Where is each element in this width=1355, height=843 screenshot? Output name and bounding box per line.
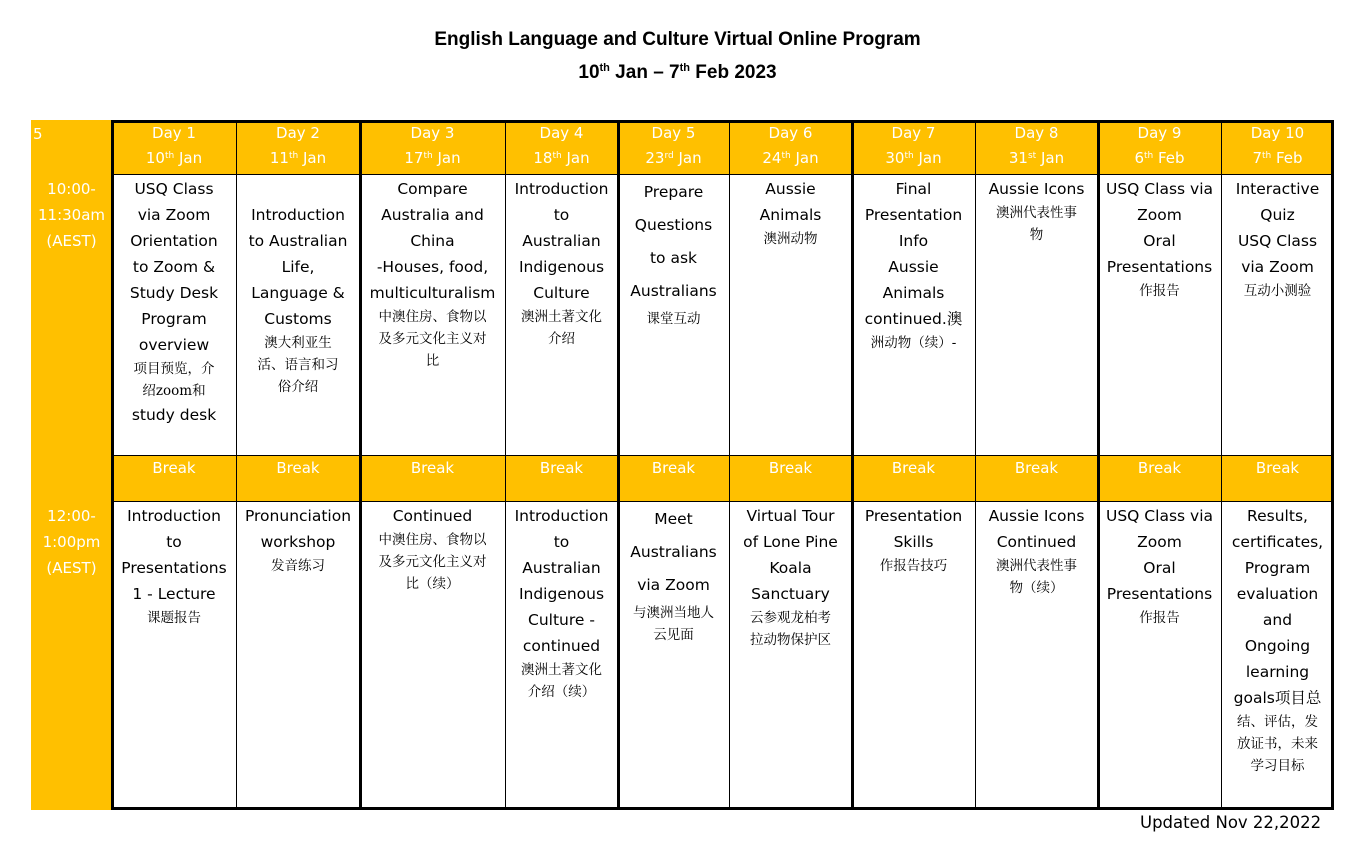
activity-line: to xyxy=(553,206,570,224)
day-label: Day 2 xyxy=(276,124,320,142)
date-suffix: st xyxy=(1027,151,1037,161)
activity-line: Final xyxy=(895,180,932,198)
activity-line-zh: 与澳洲当地人 xyxy=(633,605,714,621)
activity-line: Koala xyxy=(769,559,812,577)
date-month: Jan xyxy=(790,149,819,167)
activity-line: Introduction xyxy=(514,507,609,525)
activity-line-zh: 发音练习 xyxy=(271,558,325,574)
date-suffix: rd xyxy=(664,151,674,161)
activity-line-zh: 结、评估，发 xyxy=(1237,714,1318,730)
date-suffix: th xyxy=(781,151,791,161)
activity-line: Presentation xyxy=(864,507,963,525)
activity-line: Australians xyxy=(630,282,717,300)
date-suffix: th xyxy=(1143,151,1154,161)
day-label: Day 6 xyxy=(768,124,813,142)
day-header xyxy=(505,120,618,174)
activity-line: Info xyxy=(898,232,929,250)
activity-line: Australia and xyxy=(381,206,484,224)
activity-line: Aussie xyxy=(765,180,816,198)
activity-line: Continued xyxy=(996,533,1077,551)
date-month: Jan xyxy=(298,149,327,167)
break-cell xyxy=(1098,455,1221,501)
session1-activity xyxy=(975,174,1098,455)
column-divider xyxy=(1331,120,1334,810)
schedule-table xyxy=(31,120,1334,810)
activity-line: USQ Class xyxy=(134,180,214,198)
activity-line: to Zoom & xyxy=(132,258,216,276)
date-suffix: th xyxy=(1261,151,1272,161)
break-cell xyxy=(236,455,360,501)
activity-line: via Zoom xyxy=(637,576,710,594)
activity-line-zh: 作报告技巧 xyxy=(879,558,948,574)
activity-line: Aussie Icons xyxy=(988,180,1085,198)
time-column xyxy=(31,120,112,810)
activity-line: Presentations xyxy=(121,559,227,577)
activity-line: to xyxy=(553,533,570,551)
activity-line-zh: 云见面 xyxy=(653,627,694,643)
date-month: Jan xyxy=(432,149,461,167)
activity-line: Ongoing xyxy=(1244,637,1311,655)
break-label: Break xyxy=(410,459,455,477)
activity-line-zh: 拉动物保护区 xyxy=(750,632,831,648)
day-date xyxy=(729,146,852,171)
time-line: 11:30am xyxy=(37,206,106,224)
day-label: Day 5 xyxy=(651,124,696,142)
date-suffix: th xyxy=(288,151,299,161)
activity-line: Introduction xyxy=(127,507,221,525)
activity-line: Program xyxy=(141,310,207,328)
date-number: 23 xyxy=(645,149,665,167)
updated-note: Updated Nov 22,2022 xyxy=(1140,813,1322,832)
date-month: Jan xyxy=(673,149,702,167)
day-date xyxy=(360,146,505,171)
day-date xyxy=(1098,146,1221,171)
activity-line xyxy=(239,176,357,202)
session1-activity xyxy=(505,174,618,455)
activity-line: Animals xyxy=(882,284,945,302)
time-line: 12:00- xyxy=(47,507,96,525)
date-number: 17 xyxy=(404,149,424,167)
activity-line: Program xyxy=(1244,559,1311,577)
activity-line-zh: 澳洲动物 xyxy=(763,231,818,247)
session1-activity xyxy=(360,174,505,455)
activity-line: Culture xyxy=(533,284,590,302)
day-label: Day 8 xyxy=(1014,124,1059,142)
activity-line: of Lone Pine xyxy=(743,533,838,551)
activity-line: Compare xyxy=(397,180,468,198)
activity-line: Oral xyxy=(1143,559,1176,577)
session2-activity xyxy=(112,501,236,810)
day-header xyxy=(1221,120,1334,174)
time-line: (AEST) xyxy=(46,559,97,577)
activity-line: Presentations xyxy=(1106,585,1213,603)
activity-line: Zoom xyxy=(1137,533,1182,551)
activity-line-zh: 澳洲代表性事 xyxy=(996,558,1077,574)
session2-activity xyxy=(1098,501,1221,810)
activity-line: Language & xyxy=(251,284,345,302)
activity-line: learning xyxy=(1245,663,1310,681)
column-divider xyxy=(236,120,237,810)
activity-line: Introduction xyxy=(514,180,609,198)
session2-activity xyxy=(236,501,360,810)
column-divider xyxy=(505,120,506,810)
session2-activity xyxy=(505,501,618,810)
day-date xyxy=(618,146,729,171)
column-divider xyxy=(975,120,976,810)
subtitle-middle: Jan – 7 xyxy=(609,62,680,83)
activity-line: Meet xyxy=(654,510,693,528)
day-date xyxy=(975,146,1098,171)
session2-activity xyxy=(729,501,852,810)
day-date xyxy=(236,146,360,171)
activity-line-zh: 作报告 xyxy=(1139,610,1180,626)
activity-line: Presentation xyxy=(864,206,963,224)
session1-activity xyxy=(1098,174,1221,455)
subtitle-start-day: 10 xyxy=(578,62,600,83)
column-divider xyxy=(359,120,362,810)
activity-line-zh: 比（续） xyxy=(405,576,460,592)
time-slot-1 xyxy=(31,174,112,254)
activity-line-zh: 学习目标 xyxy=(1250,758,1305,774)
session1-activity xyxy=(729,174,852,455)
activity-line: China xyxy=(410,232,455,250)
session1-activity xyxy=(852,174,975,455)
activity-line: Indigenous xyxy=(518,585,605,603)
activity-line-zh: 放证书，未来 xyxy=(1237,736,1318,752)
activity-line: to ask xyxy=(649,249,698,267)
activity-line-zh: 及多元文化主义对 xyxy=(378,554,487,570)
break-cell xyxy=(112,455,236,501)
activity-line: Pronunciation xyxy=(244,507,352,525)
break-label: Break xyxy=(1014,459,1059,477)
activity-line: USQ Class via xyxy=(1106,180,1213,198)
date-month: Jan xyxy=(174,149,203,167)
activity-line: 1 - Lecture xyxy=(132,585,216,603)
activity-line: Study Desk xyxy=(129,284,219,302)
time-slot-2 xyxy=(31,501,112,581)
column-divider xyxy=(1221,120,1222,810)
date-month: Jan xyxy=(1036,149,1065,167)
day-header xyxy=(360,120,505,174)
day-label: Day 10 xyxy=(1250,124,1305,142)
activity-line: Zoom xyxy=(1137,206,1182,224)
session2-activity xyxy=(360,501,505,810)
session2-activity xyxy=(618,501,729,810)
activity-line: Animals xyxy=(759,206,822,224)
activity-line: Oral xyxy=(1143,232,1176,250)
column-divider xyxy=(851,120,854,810)
activity-line-zh: 澳洲土著文化 xyxy=(521,309,602,325)
date-number: 6 xyxy=(1134,149,1144,167)
activity-line-zh: 课题报告 xyxy=(147,610,201,626)
activity-line: USQ Class xyxy=(1237,232,1318,250)
break-cell xyxy=(852,455,975,501)
activity-line: Culture - xyxy=(528,611,595,629)
activity-line-zh: 介绍 xyxy=(548,331,575,347)
subtitle-start-suffix: th xyxy=(599,62,610,74)
column-divider xyxy=(1097,120,1100,810)
activity-line-zh: 项目预览，介 xyxy=(133,361,215,377)
break-label: Break xyxy=(768,459,813,477)
date-number: 31 xyxy=(1008,149,1028,167)
session1-activity xyxy=(112,174,236,455)
date-month: Jan xyxy=(561,149,590,167)
day-label: Day 4 xyxy=(539,124,584,142)
corner-label: 5 xyxy=(33,125,43,143)
activity-line: Aussie xyxy=(888,258,939,276)
day-header xyxy=(729,120,852,174)
activity-line: Virtual Tour xyxy=(746,507,835,525)
activity-line-zh: 澳大利亚生 xyxy=(264,335,332,351)
day-date xyxy=(1221,146,1334,171)
activity-line: continued xyxy=(522,637,601,655)
session2-activity xyxy=(975,501,1098,810)
day-header xyxy=(975,120,1098,174)
break-label: Break xyxy=(1137,459,1182,477)
activity-line: Australians xyxy=(630,543,717,561)
break-cell xyxy=(975,455,1098,501)
date-month: Feb xyxy=(1271,149,1303,167)
break-label: Break xyxy=(891,459,936,477)
date-number: 7 xyxy=(1252,149,1262,167)
activity-line: Australian xyxy=(522,559,601,577)
day-header xyxy=(112,120,236,174)
activity-line: Sanctuary xyxy=(751,585,830,603)
activity-line: study desk xyxy=(131,406,217,424)
break-label: Break xyxy=(152,459,196,477)
column-divider xyxy=(729,120,730,810)
column-divider xyxy=(111,120,114,810)
day-date xyxy=(505,146,618,171)
activity-line-zh: 澳洲代表性事 xyxy=(996,205,1077,221)
activity-line: Aussie Icons xyxy=(988,507,1085,525)
break-cell xyxy=(505,455,618,501)
session1-activity xyxy=(1221,174,1334,455)
activity-line-zh: 俗介绍 xyxy=(277,379,319,395)
activity-line: workshop xyxy=(260,533,336,551)
day-date xyxy=(852,146,975,171)
day-date xyxy=(112,146,236,171)
activity-line: goals项目总 xyxy=(1233,689,1322,707)
session2-activity xyxy=(852,501,975,810)
subtitle-end-suffix: th xyxy=(679,62,691,74)
activity-line-zh: 物 xyxy=(1029,227,1044,243)
activity-line: via Zoom xyxy=(137,206,211,224)
activity-line-zh: 中澳住房、食物以 xyxy=(378,532,487,548)
break-label: Break xyxy=(1255,459,1300,477)
date-number: 30 xyxy=(885,149,905,167)
activity-line: continued.澳 xyxy=(864,310,963,328)
break-cell xyxy=(618,455,729,501)
day-header xyxy=(236,120,360,174)
break-label: Break xyxy=(651,459,696,477)
activity-line: Continued xyxy=(392,507,473,525)
activity-line: Customs xyxy=(264,310,332,328)
break-label: Break xyxy=(276,459,320,477)
row-divider xyxy=(112,807,1334,810)
activity-line-zh: 活、语言和习 xyxy=(257,357,339,373)
activity-line: USQ Class via xyxy=(1106,507,1213,525)
activity-line: to xyxy=(166,533,182,551)
activity-line-zh: 及多元文化主义对 xyxy=(378,331,487,347)
day-label: Day 3 xyxy=(410,124,455,142)
day-label: Day 9 xyxy=(1137,124,1182,142)
activity-line: multiculturalism xyxy=(369,284,496,302)
activity-line-zh: 澳洲土著文化 xyxy=(521,662,602,678)
activity-line-zh: 云参观龙柏考 xyxy=(750,610,831,626)
activity-line-zh: 洲动物（续）- xyxy=(870,335,957,351)
activity-line: Results, xyxy=(1247,507,1308,525)
date-suffix: th xyxy=(904,151,914,161)
activity-line: Interactive xyxy=(1235,180,1320,198)
break-cell xyxy=(360,455,505,501)
row-divider xyxy=(112,455,1334,456)
activity-line: Life, xyxy=(281,258,315,276)
activity-line-zh: 课堂互动 xyxy=(646,311,701,327)
date-suffix: th xyxy=(423,151,433,161)
session1-activity xyxy=(236,174,360,455)
time-line: 10:00- xyxy=(47,180,96,198)
date-month: Feb xyxy=(1153,149,1185,167)
activity-line: Skills xyxy=(893,533,934,551)
session2-activity xyxy=(1221,501,1334,810)
break-label: Break xyxy=(539,459,584,477)
activity-line: Indigenous xyxy=(518,258,605,276)
day-header xyxy=(618,120,729,174)
break-cell xyxy=(729,455,852,501)
date-number: 18 xyxy=(533,149,553,167)
activity-line: Australian xyxy=(522,232,601,250)
activity-line: and xyxy=(1262,611,1293,629)
session1-activity xyxy=(618,174,729,455)
day-header xyxy=(1098,120,1221,174)
page-title: English Language and Culture Virtual Online Program xyxy=(434,29,921,50)
activity-line-zh: 作报告 xyxy=(1139,283,1180,299)
date-suffix: th xyxy=(164,151,175,161)
activity-line-zh: 绍zoom和 xyxy=(142,383,206,399)
date-month: Jan xyxy=(913,149,942,167)
date-number: 24 xyxy=(762,149,782,167)
activity-line: Questions xyxy=(634,216,713,234)
activity-line: -Houses, food, xyxy=(376,258,489,276)
date-number: 11 xyxy=(269,149,289,167)
activity-line-zh: 物（续） xyxy=(1009,580,1064,596)
activity-line-zh: 比 xyxy=(425,353,440,369)
page-subtitle xyxy=(0,62,1355,84)
activity-line: evaluation xyxy=(1236,585,1319,603)
activity-line: certificates, xyxy=(1231,533,1324,551)
break-cell xyxy=(1221,455,1334,501)
column-divider xyxy=(617,120,620,810)
activity-line: Presentations xyxy=(1106,258,1213,276)
activity-line: to Australian xyxy=(248,232,348,250)
row-divider xyxy=(112,501,1334,502)
row-divider xyxy=(112,174,1334,175)
day-header xyxy=(852,120,975,174)
activity-line-zh: 互动小测验 xyxy=(1243,283,1312,299)
activity-line-zh: 介绍（续） xyxy=(527,684,596,700)
time-line: 1:00pm xyxy=(42,533,101,551)
activity-line-zh: 中澳住房、食物以 xyxy=(378,309,487,325)
subtitle-end: Feb 2023 xyxy=(690,62,777,83)
day-label: Day 7 xyxy=(891,124,936,142)
activity-line: Introduction xyxy=(251,206,345,224)
time-line: (AEST) xyxy=(46,232,97,250)
date-number: 10 xyxy=(145,149,165,167)
activity-line: overview xyxy=(138,336,210,354)
row-divider xyxy=(112,120,1334,123)
activity-line: Orientation xyxy=(130,232,218,250)
day-label: Day 1 xyxy=(152,124,196,142)
activity-line: Quiz xyxy=(1260,206,1295,224)
activity-line: via Zoom xyxy=(1241,258,1314,276)
activity-line: Prepare xyxy=(643,183,704,201)
date-suffix: th xyxy=(552,151,562,161)
